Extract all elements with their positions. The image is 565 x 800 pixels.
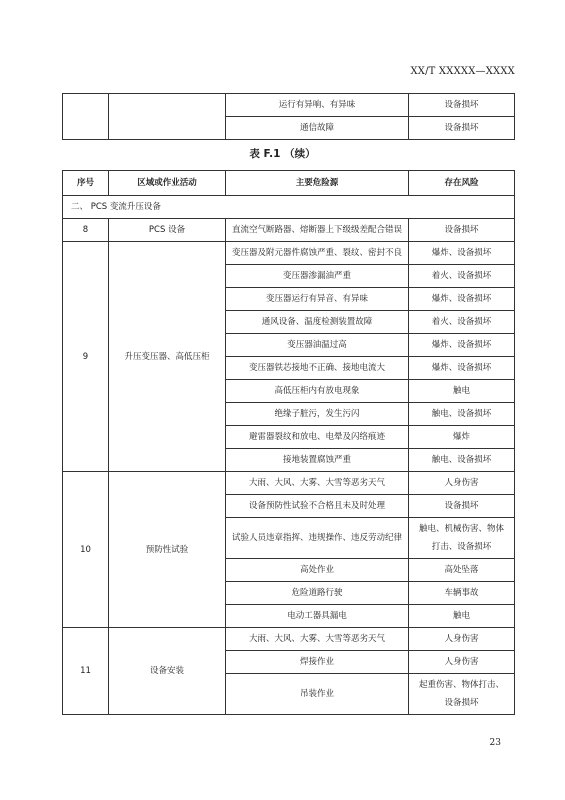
section-row bbox=[63, 196, 515, 219]
hazard-cell: 焊接作业 bbox=[226, 651, 409, 674]
page-number: 23 bbox=[489, 738, 501, 748]
area-cell: PCS 设备 bbox=[109, 219, 226, 242]
area-cell: 预防性试验 bbox=[109, 472, 226, 628]
risk-cell: 人身伤害 bbox=[409, 472, 515, 495]
risk-cell: 爆炸 bbox=[409, 426, 515, 449]
column-header-risk: 存在风险 bbox=[409, 171, 515, 196]
risk-cell: 触电、设备损坏 bbox=[409, 449, 515, 472]
section-title: 二、 PCS 变流升压设备 bbox=[63, 196, 515, 219]
risk-cell: 人身伤害 bbox=[409, 628, 515, 651]
header-row bbox=[63, 171, 515, 196]
hazard-cell: 变压器油温过高 bbox=[226, 334, 409, 357]
risk-cell: 设备损坏 bbox=[409, 495, 515, 518]
hazard-cell: 设备预防性试验不合格且未及时处理 bbox=[226, 495, 409, 518]
table-row bbox=[63, 94, 515, 117]
column-header-hazard: 主要危险源 bbox=[226, 171, 409, 196]
hazard-cell: 直流空气断路器、熔断器上下级级差配合错误 bbox=[226, 219, 409, 242]
number-cell: 9 bbox=[63, 242, 109, 472]
hazard-cell: 绝缘子脏污，发生污闪 bbox=[226, 403, 409, 426]
number-cell bbox=[63, 94, 109, 140]
risk-cell: 触电、机械伤害、物体打击、设备损坏 bbox=[409, 518, 515, 559]
risk-cell: 车辆事故 bbox=[409, 582, 515, 605]
hazard-cell: 变压器运行有异音、有异味 bbox=[226, 288, 409, 311]
hazard-cell: 通信故障 bbox=[226, 117, 409, 140]
hazard-cell: 变压器铁芯接地不正确、接地电流大 bbox=[226, 357, 409, 380]
number-cell: 11 bbox=[63, 628, 109, 715]
hazard-cell: 大雨、大风、大雾、大雪等恶劣天气 bbox=[226, 628, 409, 651]
area-cell: 设备安装 bbox=[109, 628, 226, 715]
hazard-cell: 电动工器具漏电 bbox=[226, 605, 409, 628]
hazard-cell: 高处作业 bbox=[226, 559, 409, 582]
area-cell: 升压变压器、高低压柜 bbox=[109, 242, 226, 472]
hazard-cell: 变压器渗漏油严重 bbox=[226, 265, 409, 288]
risk-cell: 爆炸、设备损坏 bbox=[409, 357, 515, 380]
risk-cell: 高处坠落 bbox=[409, 559, 515, 582]
table-row bbox=[63, 219, 515, 242]
risk-cell: 着火、设备损坏 bbox=[409, 311, 515, 334]
column-header-number: 序号 bbox=[63, 171, 109, 196]
risk-cell: 触电 bbox=[409, 605, 515, 628]
area-cell bbox=[109, 94, 226, 140]
table-title: 表 F.1 （续） bbox=[249, 148, 316, 160]
column-header-area: 区域或作业活动 bbox=[109, 171, 226, 196]
hazard-cell: 避雷器裂纹和放电、电晕及闪络痕迹 bbox=[226, 426, 409, 449]
risk-cell: 设备损坏 bbox=[409, 117, 515, 140]
risk-cell: 触电 bbox=[409, 380, 515, 403]
risk-cell: 爆炸、设备损坏 bbox=[409, 242, 515, 265]
table-row bbox=[63, 628, 515, 651]
risk-cell: 设备损坏 bbox=[409, 219, 515, 242]
risk-cell: 爆炸、设备损坏 bbox=[409, 334, 515, 357]
hazard-cell: 危险道路行驶 bbox=[226, 582, 409, 605]
standard-code: XX/T XXXXX—XXXX bbox=[410, 66, 515, 77]
number-cell: 10 bbox=[63, 472, 109, 628]
risk-cell: 起重伤害、物体打击、设备损坏 bbox=[409, 674, 515, 715]
number-cell: 8 bbox=[63, 219, 109, 242]
continued-table bbox=[62, 93, 515, 140]
risk-cell: 爆炸、设备损坏 bbox=[409, 288, 515, 311]
risk-cell: 着火、设备损坏 bbox=[409, 265, 515, 288]
hazard-cell: 接地装置腐蚀严重 bbox=[226, 449, 409, 472]
hazard-table bbox=[62, 170, 515, 715]
table-row bbox=[63, 242, 515, 265]
hazard-cell: 变压器及附元器件腐蚀严重、裂纹、密封不良 bbox=[226, 242, 409, 265]
hazard-cell: 运行有异响、有异味 bbox=[226, 94, 409, 117]
hazard-cell: 通风设备、温度检测装置故障 bbox=[226, 311, 409, 334]
hazard-cell: 吊装作业 bbox=[226, 674, 409, 715]
risk-cell: 设备损坏 bbox=[409, 94, 515, 117]
hazard-cell: 试验人员违章指挥、违规操作、违反劳动纪律 bbox=[226, 518, 409, 559]
risk-cell: 触电、设备损坏 bbox=[409, 403, 515, 426]
hazard-cell: 大雨、大风、大雾、大雪等恶劣天气 bbox=[226, 472, 409, 495]
hazard-cell: 高低压柜内有放电现象 bbox=[226, 380, 409, 403]
risk-cell: 人身伤害 bbox=[409, 651, 515, 674]
table-row bbox=[63, 472, 515, 495]
